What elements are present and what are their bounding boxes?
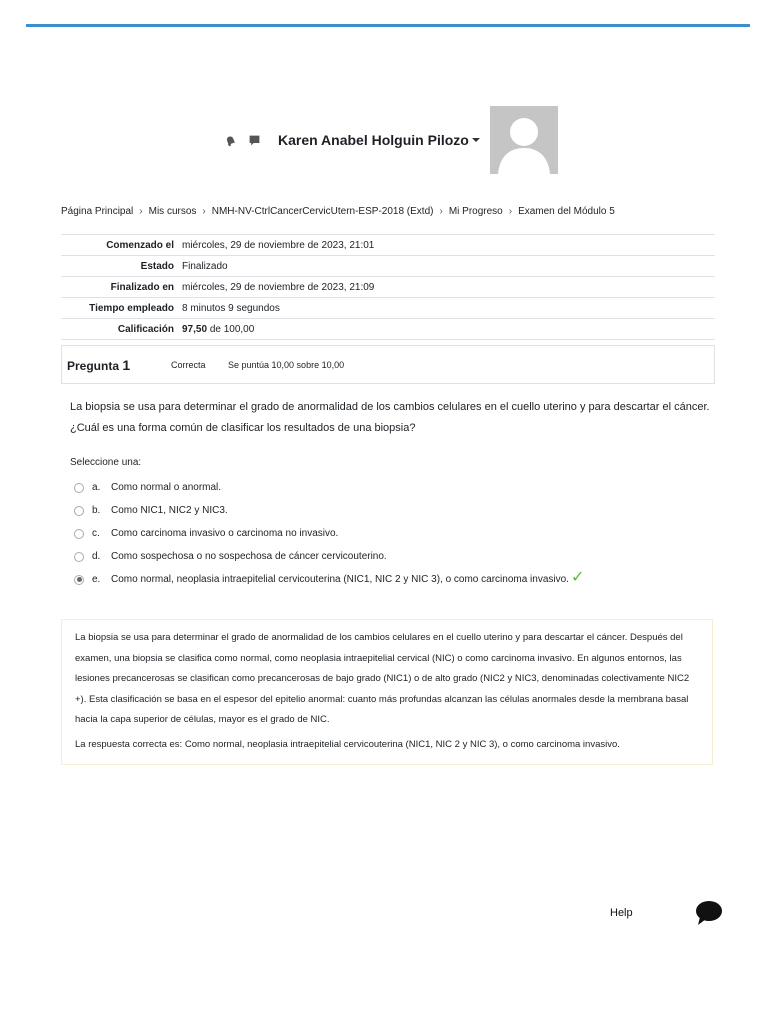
summary-label: Finalizado en bbox=[61, 277, 182, 298]
summary-label: Comenzado el bbox=[61, 235, 182, 256]
grade-total: de 100,00 bbox=[209, 323, 255, 335]
summary-row bbox=[61, 319, 715, 340]
answer-letter: b. bbox=[92, 505, 101, 516]
breadcrumb bbox=[61, 206, 615, 217]
chevron-right-icon: › bbox=[439, 206, 443, 217]
answer-options bbox=[74, 476, 584, 591]
feedback-box bbox=[61, 619, 713, 765]
breadcrumb-item[interactable]: NMH-NV-CtrlCancerCervicUtern-ESP-2018 (Extd) bbox=[211, 206, 434, 217]
breadcrumb-item[interactable]: Examen del Módulo 5 bbox=[518, 206, 615, 217]
answer-option-b[interactable] bbox=[74, 499, 584, 522]
radio-button[interactable] bbox=[74, 552, 84, 562]
radio-button[interactable] bbox=[74, 483, 84, 493]
answer-prompt: Seleccione una: bbox=[70, 457, 142, 468]
answer-letter: d. bbox=[92, 551, 101, 562]
chevron-right-icon: › bbox=[139, 206, 143, 217]
summary-value: miércoles, 29 de noviembre de 2023, 21:01 bbox=[182, 235, 715, 256]
answer-text: Como normal, neoplasia intraepitelial cervicouterina (NIC1, NIC 2 y NIC 3), o como carcinoma invasivo. bbox=[111, 574, 569, 585]
summary-value bbox=[182, 319, 715, 340]
bell-icon[interactable] bbox=[222, 132, 238, 148]
question-text: La biopsia se usa para determinar el grado de anormalidad de los cambios celulares en el cuello uterino y para descartar el cáncer. ¿Cuál es una forma común de clasificar los resultados de una biopsia? bbox=[70, 401, 710, 434]
summary-row bbox=[61, 298, 715, 319]
answer-option-a[interactable] bbox=[74, 476, 584, 499]
summary-row bbox=[61, 235, 715, 256]
avatar[interactable] bbox=[490, 106, 558, 174]
answer-option-c[interactable] bbox=[74, 522, 584, 545]
general-feedback: La biopsia se usa para determinar el grado de anormalidad de los cambios celulares en el cuello uterino y para descartar el cáncer. Después del examen, una biopsia se clasifica como normal, como neoplasia intraepitelial cervical (NIC) o como carcinoma invasivo. En algunos entornos, las lesiones precancerosas se clasifican como precancerosas de bajo grado (NIC1) o de alto grado (NIC2 y NIC3, denominadas colectivamente NIC2 +). Esta clasificación se basa en el espesor del epitelio anormal: cuanto más profundas alcanzan las células anormales desde la membrana basal hacia la capa superior de células, mayor es el grado de NIC. bbox=[75, 632, 690, 725]
answer-letter: a. bbox=[92, 482, 101, 493]
user-menu bbox=[222, 106, 558, 174]
radio-button[interactable] bbox=[74, 506, 84, 516]
summary-value: miércoles, 29 de noviembre de 2023, 21:09 bbox=[182, 277, 715, 298]
help-label[interactable]: Help bbox=[610, 907, 633, 919]
answer-option-e[interactable] bbox=[74, 568, 584, 591]
summary-value: 8 minutos 9 segundos bbox=[182, 298, 715, 319]
answer-text: Como NIC1, NIC2 y NIC3. bbox=[111, 505, 228, 516]
chevron-down-icon[interactable] bbox=[472, 138, 480, 142]
answer-text: Como normal o anormal. bbox=[111, 482, 222, 493]
summary-row bbox=[61, 277, 715, 298]
answer-text: Como carcinoma invasivo o carcinoma no invasivo. bbox=[111, 528, 339, 539]
question-number: 1 bbox=[122, 356, 131, 373]
user-name[interactable]: Karen Anabel Holguin Pilozo bbox=[278, 132, 469, 148]
answer-letter: e. bbox=[92, 574, 101, 585]
question-label: Pregunta bbox=[67, 358, 120, 373]
summary-row bbox=[61, 256, 715, 277]
top-accent-bar bbox=[26, 24, 750, 27]
answer-letter: c. bbox=[92, 528, 100, 539]
answer-option-d[interactable] bbox=[74, 545, 584, 568]
check-icon: ✓ bbox=[570, 568, 585, 586]
radio-button-selected[interactable] bbox=[74, 575, 84, 585]
question-title bbox=[67, 357, 171, 373]
quiz-summary-table bbox=[61, 234, 715, 340]
question-state: Correcta bbox=[171, 359, 206, 370]
summary-label: Calificación bbox=[61, 319, 182, 340]
question-info bbox=[61, 345, 715, 384]
summary-value: Finalizado bbox=[182, 256, 715, 277]
breadcrumb-item[interactable]: Mis cursos bbox=[148, 206, 197, 217]
summary-label: Estado bbox=[61, 256, 182, 277]
radio-button[interactable] bbox=[74, 529, 84, 539]
breadcrumb-item[interactable]: Página Principal bbox=[61, 206, 134, 217]
question-grade: Se puntúa 10,00 sobre 10,00 bbox=[228, 359, 345, 370]
chevron-right-icon: › bbox=[202, 206, 206, 217]
chat-bubble-icon[interactable] bbox=[695, 900, 723, 926]
summary-label: Tiempo empleado bbox=[61, 298, 182, 319]
chevron-right-icon: › bbox=[508, 206, 513, 217]
chat-bubble-icon[interactable] bbox=[246, 132, 262, 148]
breadcrumb-item[interactable]: Mi Progreso bbox=[448, 206, 503, 217]
right-answer: La respuesta correcta es: Como normal, neoplasia intraepitelial cervicouterina (NIC1, NIC 2 y NIC 3), o como carcinoma invasivo. bbox=[75, 738, 620, 750]
grade-score: 97,50 bbox=[182, 323, 208, 335]
answer-text: Como sospechosa o no sospechosa de cáncer cervicouterino. bbox=[111, 551, 387, 562]
